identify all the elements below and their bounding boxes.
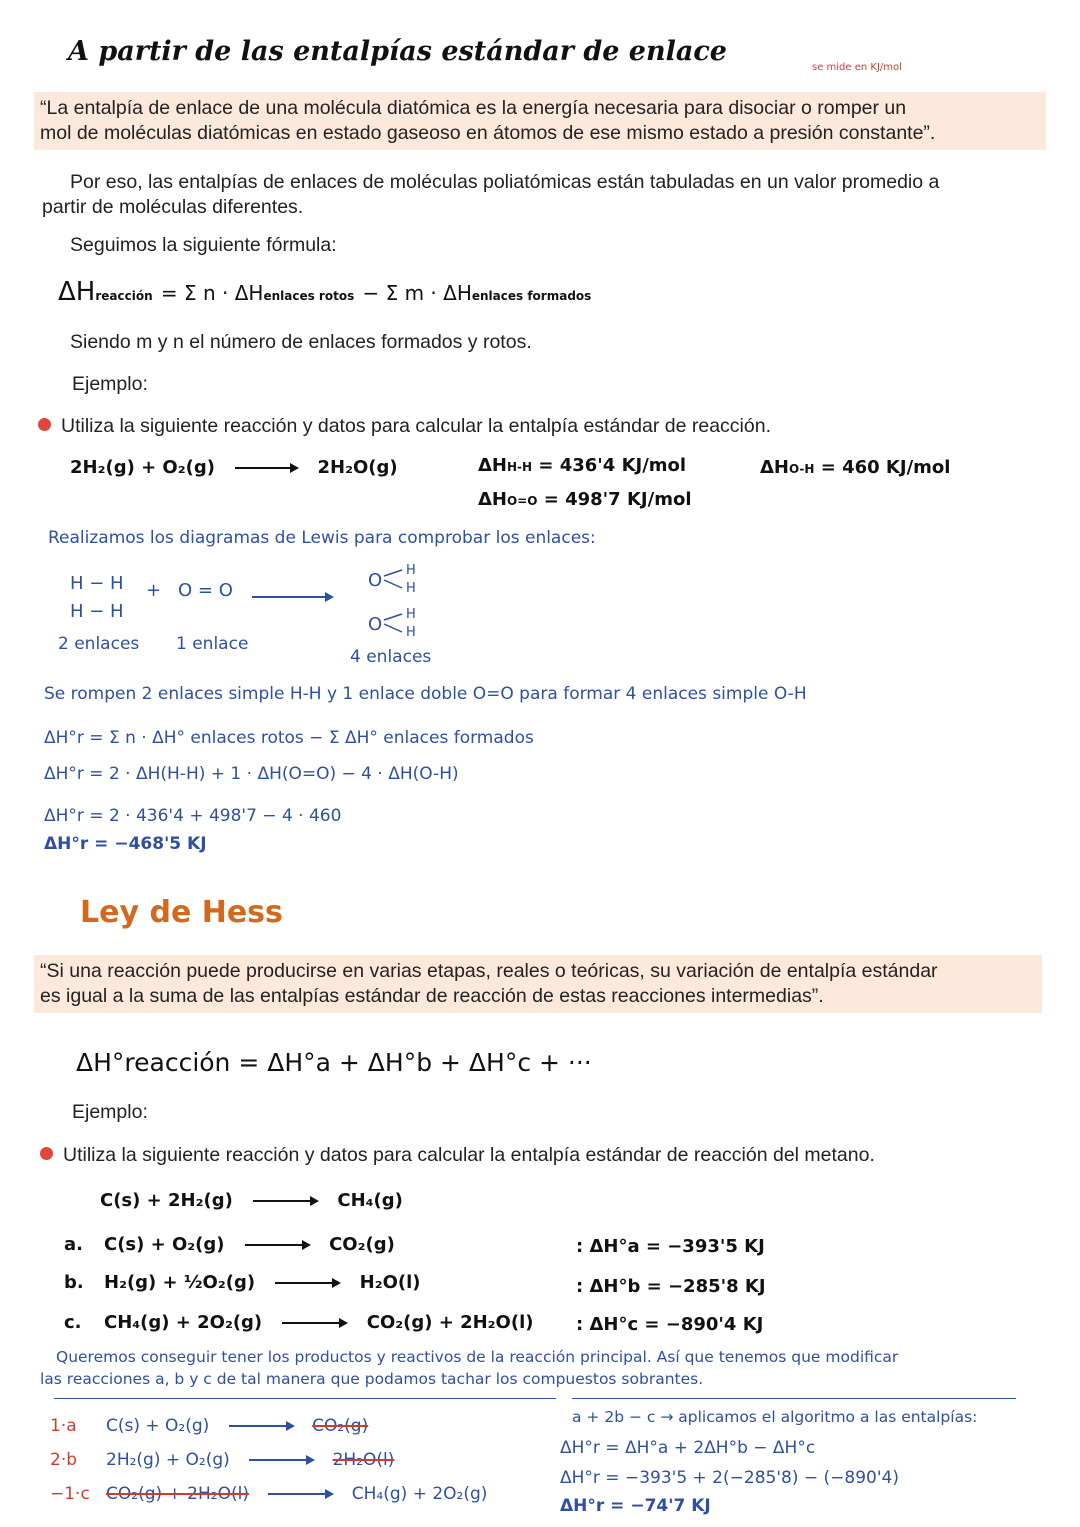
result-line: ΔH°r = ΔH°a + 2ΔH°b − ΔH°c [560,1438,816,1458]
side-note: se mide en KJ/mol [812,62,902,73]
reaction-products: H₂O(l) [359,1272,421,1293]
data-label: ΔH [760,457,789,478]
step-reactants: 2H₂(g) + O₂(g) [106,1450,230,1470]
water-h: H [406,581,416,596]
arrow-icon [282,1322,346,1324]
data-label: ΔH [478,455,507,476]
enthalpy-b: : ΔH°b = −285'8 KJ [576,1276,766,1297]
reaction-a [64,1234,395,1255]
water-molecules-diagram [360,560,430,646]
step-label: 1·a [50,1416,77,1436]
arrow-icon [245,1244,309,1246]
data-oo [478,489,692,510]
data-sub: H-H [507,460,533,474]
divider-line [572,1398,1016,1399]
reaction-reactants: CH₄(g) + 2O₂(g) [104,1312,263,1333]
bond-line [384,570,402,576]
lewis-intro: Realizamos los diagramas de Lewis para comprobar los enlaces: [48,528,596,548]
calc-line: ΔH°r = 2 · ΔH(H-H) + 1 · ΔH(O=O) − 4 · ΔH(O-H) [44,764,459,784]
data-label: ΔH [478,489,507,510]
note-line: Queremos conseguir tener los productos y reactivos de la reacción principal. Así que tenemos que modificar [56,1348,899,1366]
data-oh [760,457,950,478]
formula-note: Siendo m y n el número de enlaces formados y rotos. [70,331,532,353]
water-o: O [368,570,383,591]
reaction-1 [70,457,398,478]
reaction-reactants: C(s) + 2H₂(g) [100,1190,233,1211]
step-minus1c [50,1484,487,1504]
hess-formula: ΔH°reacción = ΔH°a + ΔH°b + ΔH°c + ··· [76,1048,592,1077]
count-1: 1 enlace [176,634,249,654]
main-reaction [100,1190,403,1211]
exercise-text: Utiliza la siguiente reacción y datos para calcular la entalpía estándar de reacción del metano. [63,1144,875,1166]
water-h: H [406,563,416,578]
section-title-enlace: A partir de las entalpías estándar de enlace [68,36,727,67]
reaction-label: b. [64,1272,84,1293]
data-sub: O=O [507,494,538,508]
data-value: = 498'7 KJ/mol [543,489,692,510]
data-value: = 460 KJ/mol [820,457,951,478]
bond-explanation: Se rompen 2 enlaces simple H-H y 1 enlace doble O=O para formar 4 enlaces simple O-H [44,684,807,704]
reaction-reactants: 2H₂(g) + O₂(g) [70,457,215,478]
formula-lhs-sub: reacción [95,289,153,303]
algorithm-note: a + 2b − c → aplicamos el algoritmo a las entalpías: [572,1408,978,1426]
formula-mid: = Σ n · ΔH [160,281,264,305]
step-products: CH₄(g) + 2O₂(g) [351,1484,488,1504]
section-title-hess: Ley de Hess [80,895,283,930]
reaction-products: 2H₂O(g) [317,457,398,478]
water-h: H [406,607,416,622]
arrow-icon [249,1459,313,1461]
formula-mid-sub: enlaces rotos [263,289,355,303]
reaction-products: CO₂(g) [329,1234,395,1255]
bond-line [384,580,402,588]
lewis-hh: H − H [70,573,124,594]
arrow-icon [252,596,332,598]
reaction-label: a. [64,1234,83,1255]
lewis-oo: O = O [178,580,233,601]
reaction-products: CH₄(g) [337,1190,403,1211]
step-products: 2H₂O(l) [332,1450,395,1470]
step-reactants: CO₂(g) + 2H₂O(l) [106,1484,249,1504]
reaction-reactants: H₂(g) + ½O₂(g) [104,1272,256,1293]
exercise-2 [40,1143,875,1168]
bullet-icon [38,418,51,431]
quote-line: mol de moléculas diatómicas en estado gaseoso en átomos de ese mismo estado a presión constante”. [40,122,936,144]
data-hh [478,455,686,476]
lewis-hh-group [70,570,124,626]
arrow-icon [275,1282,339,1284]
calc-line: ΔH°r = 2 · 436'4 + 498'7 − 4 · 460 [44,806,342,826]
formula-lhs: ΔH [58,277,96,307]
exercise-1 [38,414,771,439]
arrow-icon [235,467,297,469]
count-2: 2 enlaces [58,634,140,654]
reaction-products: CO₂(g) + 2H₂O(l) [366,1312,534,1333]
step-label: −1·c [50,1484,90,1504]
step-2b [50,1450,394,1470]
reaction-reactants: C(s) + O₂(g) [104,1234,225,1255]
formula-intro: Seguimos la siguiente fórmula: [70,234,337,256]
step-1a [50,1416,368,1436]
enthalpy-a: : ΔH°a = −393'5 KJ [576,1236,765,1257]
water-o: O [368,614,383,635]
calc-line: ΔH°r = Σ n · ΔH° enlaces rotos − Σ ΔH° enlaces formados [44,728,534,748]
lewis-hh: H − H [70,601,124,622]
data-sub: O-H [789,462,815,476]
arrow-icon [229,1425,293,1427]
count-4: 4 enlaces [350,647,432,667]
water-h: H [406,625,416,640]
calc-result: ΔH°r = −468'5 KJ [44,834,207,854]
bullet-icon [40,1147,53,1160]
step-reactants: C(s) + O₂(g) [106,1416,210,1436]
bond-enthalpy-formula [58,277,591,307]
note-line: las reacciones a, b y c de tal manera que podamos tachar los compuestos sobrantes. [40,1370,704,1388]
data-value: = 436'4 KJ/mol [538,455,687,476]
reaction-c [64,1312,533,1333]
divider-line [54,1398,556,1399]
paragraph-line: Por eso, las entalpías de enlaces de moléculas poliatómicas están tabuladas en un valor promedio a [70,171,940,193]
example-label: Ejemplo: [72,373,148,395]
bond-line [384,624,402,632]
bond-line [384,614,402,620]
arrow-icon [253,1200,317,1202]
result-final: ΔH°r = −74'7 KJ [560,1496,711,1516]
hess-quote [34,955,1042,1013]
quote-line: “Si una reacción puede producirse en varias etapas, reales o teóricas, su variación de entalpía estándar [40,960,938,982]
quote-line: es igual a la suma de las entalpías estándar de reacción de estas reacciones intermedias”. [40,985,824,1007]
step-label: 2·b [50,1450,78,1470]
arrow-icon [268,1493,332,1495]
lewis-arrow [252,588,332,606]
formula-right-sub: enlaces formados [471,289,592,303]
result-line: ΔH°r = −393'5 + 2(−285'8) − (−890'4) [560,1468,899,1488]
enthalpy-c: : ΔH°c = −890'4 KJ [576,1314,764,1335]
exercise-text: Utiliza la siguiente reacción y datos para calcular la entalpía estándar de reacción. [61,415,771,437]
lewis-plus: + [146,580,162,601]
step-products: CO₂(g) [312,1416,369,1436]
formula-right: − Σ m · ΔH [362,281,472,305]
quote-line: “La entalpía de enlace de una molécula diatómica es la energía necesaria para disociar o romper un [40,97,907,119]
example-label: Ejemplo: [72,1101,148,1123]
reaction-b [64,1272,421,1293]
reaction-label: c. [64,1312,82,1333]
definition-quote [34,92,1046,150]
paragraph-line: partir de moléculas diferentes. [42,196,304,218]
